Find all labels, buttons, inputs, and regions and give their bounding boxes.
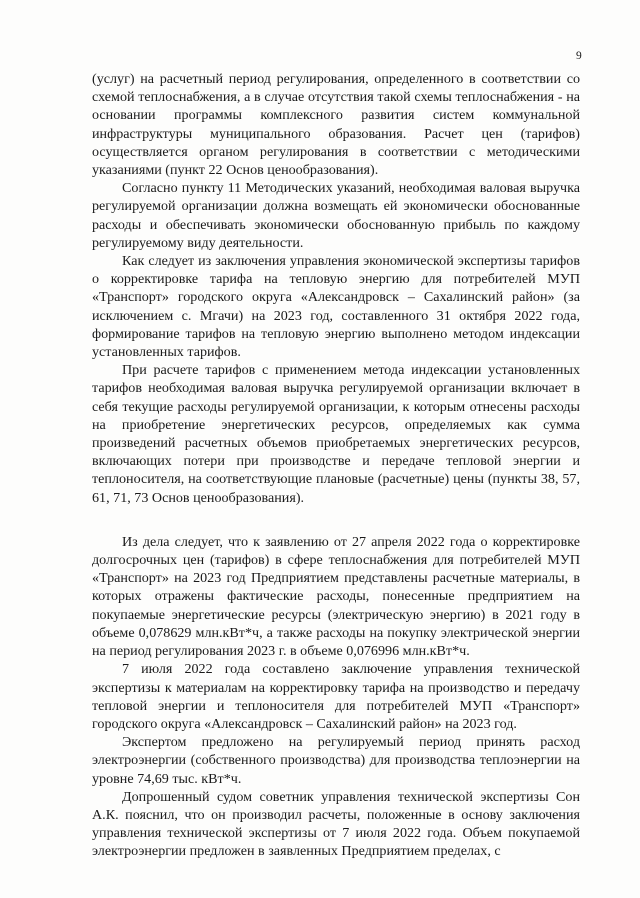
paragraph-3: Как следует из заключения управления экономической экспертизы тарифов о корректировке тарифа на тепловую энергию для потребителей МУП «Транспорт» городского округа «Александровск – Сахалинский район» (за исключением с. Мгачи) на 2023 год, составленного 31 октября 2022 года, формирование тарифов на тепловую энергию выполнено методом индексации установленных тарифов. (92, 253, 580, 361)
paragraph-6: 7 июля 2022 года составлено заключение управления технической экспертизы к материалам на корректировку тарифа на производство и передачу тепловой энергии и теплоносителя для потребителей МУП «Транспорт» городского округа «Александровск – Сахалинский район» на 2023 год. (92, 661, 580, 732)
document-body (92, 70, 580, 861)
page-number: 9 (576, 50, 582, 62)
paragraph-5: Из дела следует, что к заявлению от 27 апреля 2022 года о корректировке долгосрочных цен (тарифов) в сфере теплоснабжения для потребителей МУП «Транспорт» на 2023 год Предприятием представлены расчетные материалы, в которых отражены фактические расходы, понесенные предприятием на покупаемые энергетические ресурсы (электрическую энергию) в 2021 году в объеме 0,078629 млн.кВт*ч, а также расходы на покупку электрической энергии на период регулирования 2023 г. в объеме 0,076996 млн.кВт*ч. (92, 533, 580, 660)
paragraph-7: Экспертом предложено на регулируемый период принять расход электроэнергии (собственного производства) для производства теплоэнергии на уровне 74,69 тыс. кВт*ч. (92, 734, 580, 787)
paragraph-2: Согласно пункту 11 Методических указаний, необходимая валовая выручка регулируемой организации должна возмещать ей экономически обоснованные расходы и обеспечивать экономически обоснованную прибыль по каждому регулируемому виду деятельности. (92, 180, 580, 251)
paragraph-1: (услуг) на расчетный период регулирования, определенного в соответствии со схемой теплоснабжения, а в случае отсутствия такой схемы теплоснабжения - на основании программы комплексного развития систем коммунальной инфраструктуры муниципального образования. Расчет цен (тарифов) осуществляется органом регулирования в соответствии с методическими указаниями (пункт 22 Основ ценообразования). (92, 71, 580, 179)
paragraph-4: При расчете тарифов с применением метода индексации установленных тарифов необходимая валовая выручка регулируемой организации включает в себя текущие расходы регулируемой организации, к которым отнесены расходы на приобретение энергетических ресурсов, определяемых как сумма произведений расчетных объемов приобретаемых энергетических ресурсов, включающих потери при производстве и передаче тепловой энергии и теплоносителя, на соответствующие плановые (расчетные) цены (пункты 38, 57, 61, 71, 73 Основ ценообразования). (92, 362, 580, 506)
paragraph-8: Допрошенный судом советник управления технической экспертизы Сон А.К. пояснил, что он производил расчеты, положенные в основу заключения управления технической экспертизы от 7 июля 2022 года. Объем покупаемой электроэнергии предложен в заявленных Предприятием пределах, с (92, 788, 580, 860)
